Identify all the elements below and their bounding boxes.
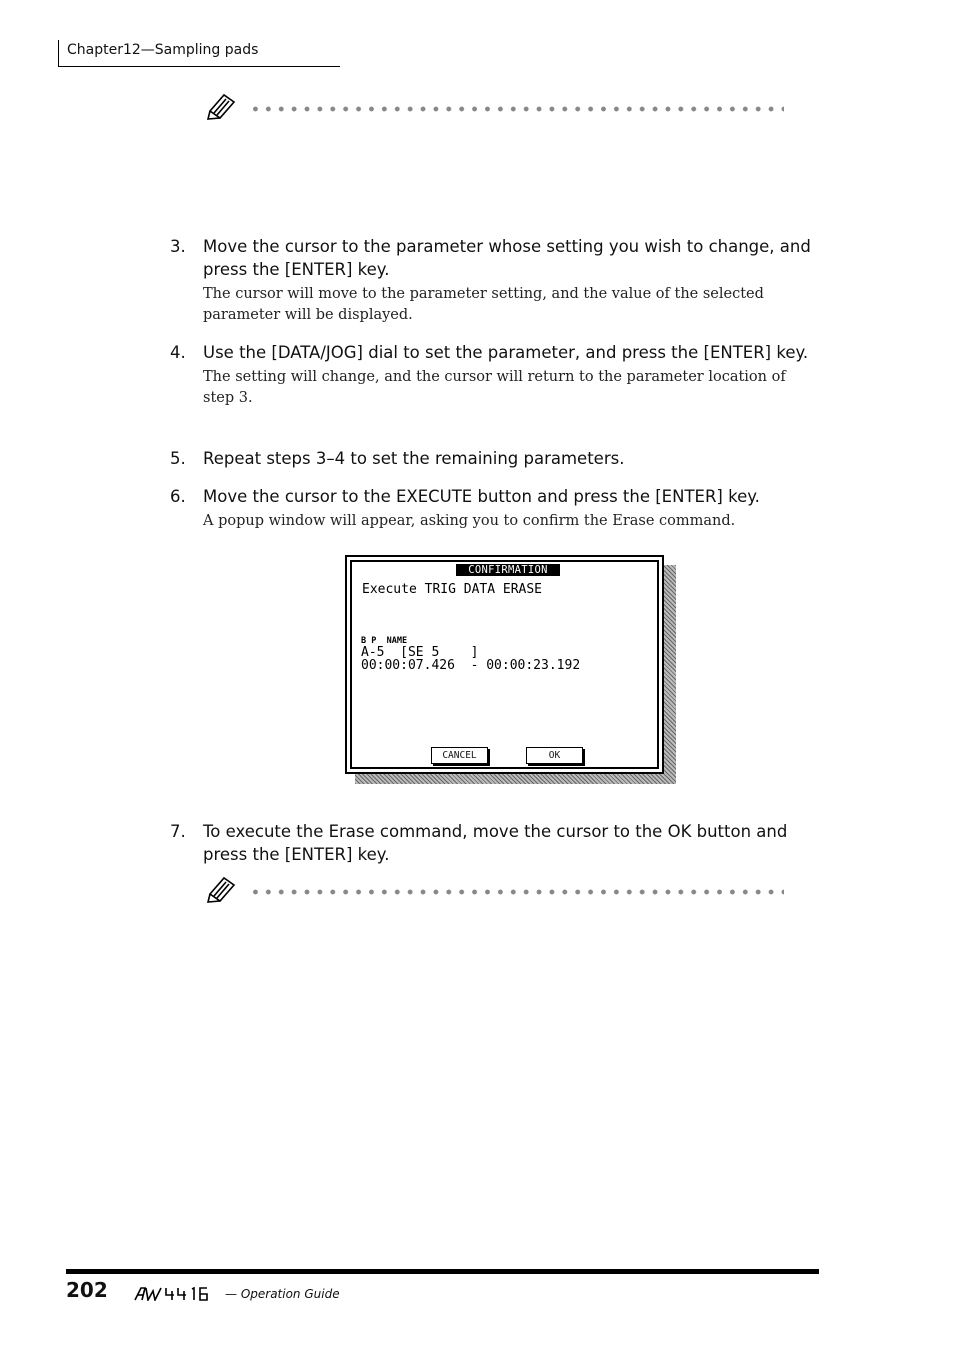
step-instruction: Use the [DATA/JOG] dial to set the parameter, and press the [ENTER] key. [203,343,809,362]
confirmation-dialog [345,555,664,774]
pencil-note-icon [207,92,237,120]
ok-button[interactable]: OK [526,747,583,764]
column-headers: B P NAME [361,636,408,646]
pencil-note-icon [207,875,237,903]
step-item [170,485,820,532]
page-number: 202 [66,1278,108,1302]
operation-guide-label: — Operation Guide [225,1287,340,1301]
step-description: The cursor will move to the parameter setting, and the value of the selected parameter will be displayed. [203,286,764,323]
step-item [170,235,820,326]
chapter-header [58,40,340,67]
dialog-title: CONFIRMATION [456,564,560,576]
dialog-message: Execute TRIG DATA ERASE [362,582,543,597]
dotted-rule [249,106,784,112]
footer-rule [66,1269,819,1274]
step-description: A popup window will appear, asking you to confirm the Erase command. [203,513,736,529]
step-number: 5. [170,449,186,468]
note-divider [207,92,787,122]
step-number: 7. [170,822,186,841]
confirmation-screen [345,555,677,785]
step-item [170,341,820,409]
step-instruction: Move the cursor to the parameter whose setting you wish to change, and press the [ENTER] key. [203,237,811,279]
dialog-frame [350,560,659,769]
step-description: The setting will change, and the cursor will return to the parameter location of step 3. [203,369,786,406]
step-number: 4. [170,343,186,362]
pad-name-line: A-5 [SE 5 ] [361,645,479,660]
dotted-rule [249,889,784,895]
step-number: 3. [170,237,186,256]
step-instruction: Move the cursor to the EXECUTE button and press the [ENTER] key. [203,487,760,506]
cancel-button[interactable]: CANCEL [431,747,488,764]
chapter-title: Chapter12—Sampling pads [67,42,259,58]
time-range-line: 00:00:07.426 - 00:00:23.192 [361,658,581,673]
step-item [170,447,820,470]
aw4416-logo [134,1287,222,1301]
step-instruction: To execute the Erase command, move the cursor to the OK button and press the [ENTER] key. [203,822,788,864]
note-divider [207,875,787,905]
step-instruction: Repeat steps 3–4 to set the remaining parameters. [203,449,625,468]
step-item [170,820,820,866]
step-number: 6. [170,487,186,506]
